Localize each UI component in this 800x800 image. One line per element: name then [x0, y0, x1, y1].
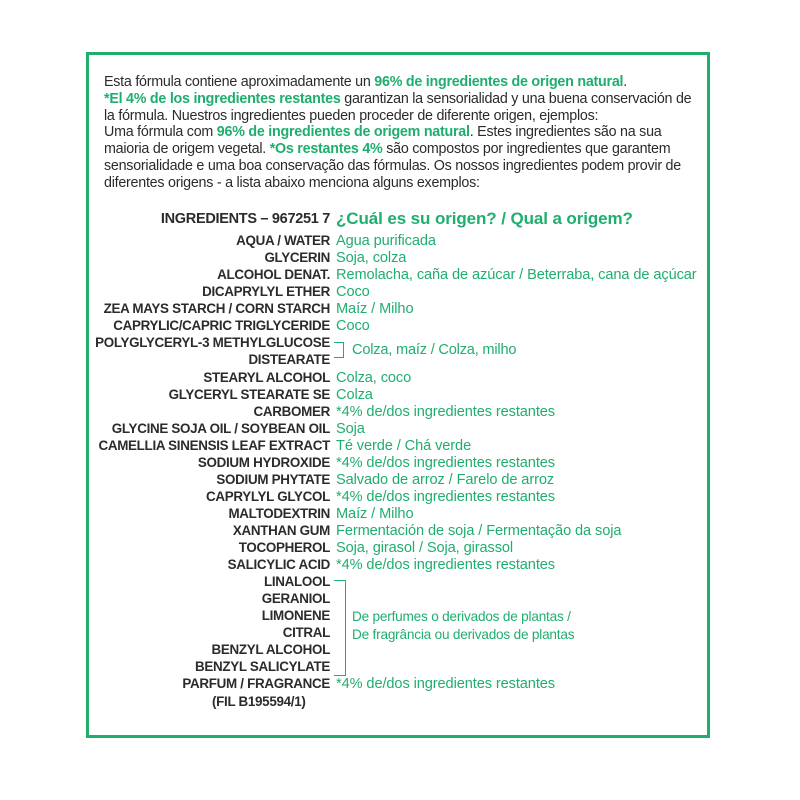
intro-text [104, 74, 696, 192]
bracket-polyglyceryl [334, 342, 344, 358]
table-row [0, 283, 800, 301]
table-row [0, 522, 800, 540]
ingredient-origin: Soja, girasol / Soja, girassol [336, 540, 514, 556]
header-ingredients: INGREDIENTS – 967251 7 [160, 211, 330, 227]
ingredient-origin: Coco [336, 284, 370, 300]
table-row [0, 590, 800, 608]
ingredient-name: LIMONENE [261, 608, 330, 623]
table-row [0, 369, 800, 387]
ingredient-name: GLYCERIN [264, 250, 330, 265]
table-row [0, 658, 800, 676]
intro-es-1: Esta fórmula contiene aproximadamente un [104, 74, 375, 90]
ingredient-name: PARFUM / FRAGRANCE [182, 676, 330, 691]
table-row [0, 505, 800, 523]
ingredient-origin: *4% de/dos ingredientes restantes [336, 489, 555, 505]
ingredient-name: GLYCERYL STEARATE SE [168, 387, 330, 402]
bracket-fragrance [334, 580, 346, 676]
intro-pt [104, 124, 696, 191]
table-row [0, 454, 800, 472]
ingredient-name: STEARYL ALCOHOL [203, 370, 330, 385]
table-row [0, 573, 800, 591]
ingredient-name: SALICYLIC ACID [227, 557, 330, 572]
table-row [0, 539, 800, 557]
ingredient-origin: *4% de/dos ingredientes restantes [336, 455, 555, 471]
table-row [0, 437, 800, 455]
ingredient-name: POLYGLYCERYL-3 METHYLGLUCOSE [95, 335, 330, 350]
ingredient-name: GLYCINE SOJA OIL / SOYBEAN OIL [111, 421, 330, 436]
ingredient-origin: *4% de/dos ingredientes restantes [336, 557, 555, 573]
ingredient-origin: *4% de/dos ingredientes restantes [336, 404, 555, 420]
table-row [0, 488, 800, 506]
ingredient-origin: Agua purificada [336, 233, 436, 249]
table-row [0, 420, 800, 438]
ingredient-name: DISTEARATE [248, 352, 330, 367]
ingredient-name: TOCOPHEROL [238, 540, 330, 555]
table-row [0, 266, 800, 284]
ingredient-name: CAPRYLIC/CAPRIC TRIGLYCERIDE [113, 318, 330, 333]
intro-es-1-highlight: 96% de ingredientes de origen natural [374, 74, 624, 90]
ingredient-name: ALCOHOL DENAT. [217, 267, 330, 282]
table-row [0, 693, 800, 711]
table-row [0, 556, 800, 574]
ingredient-name: GERANIOL [261, 591, 330, 606]
ingredient-origin: Té verde / Chá verde [336, 438, 472, 454]
ingredient-name: CAMELLIA SINENSIS LEAF EXTRACT [98, 438, 330, 453]
intro-es [104, 74, 696, 124]
group-fragrance-origin-2: De fragrância ou derivados de plantas [352, 627, 575, 642]
intro-pt-2-highlight: *Os restantes 4% [269, 141, 383, 158]
header-origin: ¿Cuál es su origen? / Qual a origem? [336, 209, 633, 228]
table-row [0, 232, 800, 250]
table-row [0, 386, 800, 404]
ingredient-origin: Colza [336, 387, 373, 403]
ingredient-name: CITRAL [282, 625, 330, 640]
table-row [0, 317, 800, 335]
table-header [0, 210, 800, 228]
ingredient-name: DICAPRYLYL ETHER [202, 284, 330, 299]
ingredient-name: CAPRYLYL GLYCOL [206, 489, 330, 504]
ingredient-name: ZEA MAYS STARCH / CORN STARCH [103, 301, 330, 316]
intro-pt-1-end: . Estes ingredientes são na sua maioria de origem vegetal. [104, 124, 662, 158]
ingredient-name: XANTHAN GUM [232, 523, 330, 538]
ingredient-origin: *4% de/dos ingredientes restantes [336, 676, 555, 692]
intro-pt-1: Uma fórmula com [104, 124, 217, 141]
intro-pt-1-highlight: 96% de ingredientes de origem natural [216, 124, 470, 141]
ingredient-origin: Remolacha, caña de azúcar / Beterraba, cana de açúcar [336, 267, 697, 283]
table-row [0, 249, 800, 267]
ingredient-name: AQUA / WATER [236, 233, 330, 248]
ingredient-name: SODIUM PHYTATE [216, 472, 330, 487]
table-row [0, 300, 800, 318]
table-row [0, 471, 800, 489]
ingredient-origin: Maíz / Milho [336, 301, 414, 317]
ingredient-origin: Colza, coco [336, 370, 412, 386]
ingredient-origin: Coco [336, 318, 370, 334]
intro-es-1-end: . [623, 74, 627, 90]
intro-pt-2: são compostos por ingredientes que garantem sensorialidade e uma boa conservação das fórmulas. Os nossos ingredientes podem provir de diferentes origens - a lista abaixo menciona alguns exemplos: [104, 141, 681, 191]
ingredient-name: LINALOOL [263, 574, 330, 589]
intro-es-2: garantizan la sensorialidad y una buena conservación de la fórmula. Nuestros ingredientes pueden proceder de diferente origen, ejemplos: [104, 90, 692, 124]
ingredient-origin: Salvado de arroz / Farelo de arroz [336, 472, 555, 488]
ingredient-name: MALTODEXTRIN [228, 506, 330, 521]
ingredient-name: CARBOMER [253, 404, 330, 419]
ingredient-origin: Soja [336, 421, 365, 437]
ingredient-name: BENZYL ALCOHOL [211, 642, 330, 657]
group-fragrance-origin-1: De perfumes o derivados de plantas / [352, 609, 571, 624]
group-polyglyceryl-origin: Colza, maíz / Colza, milho [352, 342, 517, 358]
table-row [0, 675, 800, 693]
table-row [0, 403, 800, 421]
ingredient-name: SODIUM HYDROXIDE [197, 455, 330, 470]
ingredient-name: BENZYL SALICYLATE [194, 659, 330, 674]
ingredient-origin: Soja, colza [336, 250, 407, 266]
ingredient-origin: Fermentación de soja / Fermentação da soja [336, 523, 622, 539]
ingredient-origin: Maíz / Milho [336, 506, 414, 522]
ingredient-name: (FIL B195594/1) [212, 694, 306, 709]
intro-es-2-highlight: *El 4% de los ingredientes restantes [104, 90, 341, 107]
